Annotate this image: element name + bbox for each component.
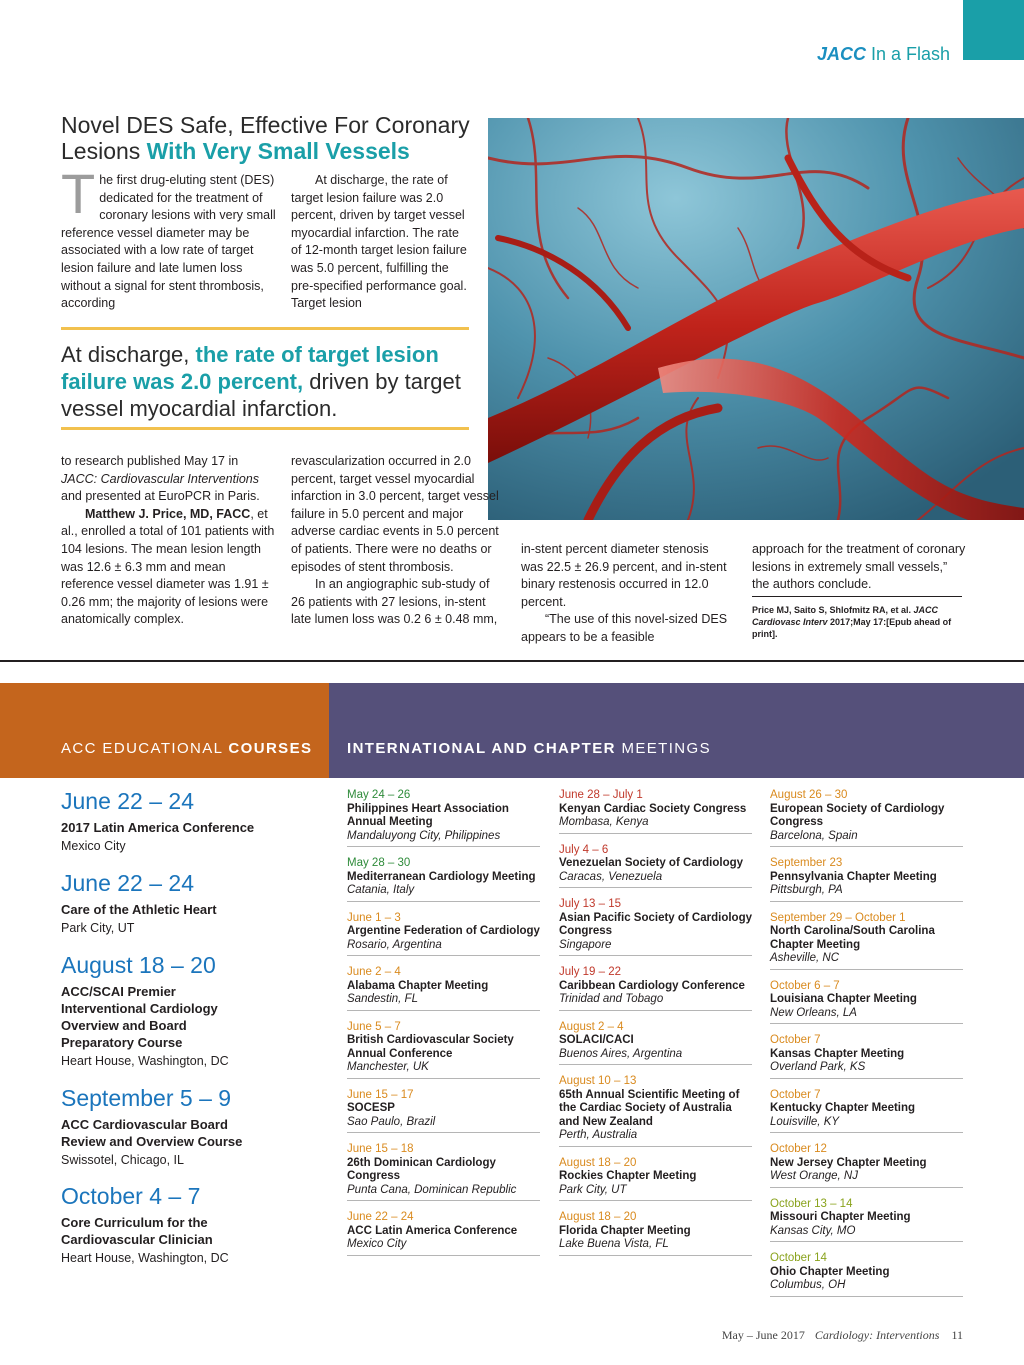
citation-journal: JACC Cardiovasc Interv [752,605,939,627]
meeting-location: Singapore [559,938,612,951]
meeting-date: July 13 – 15 [559,898,622,910]
article-text: and presented at EuroPCR in Paris. [61,489,260,504]
article-headline [61,112,481,164]
course-location: Park City, UT [61,921,135,935]
pull-quote [61,341,481,422]
meeting-date: September 29 – October 1 [770,911,906,924]
meeting-date: August 2 – 4 [559,1020,624,1033]
meeting-title: European Society of Cardiology Congress [770,802,945,828]
course-item [61,869,321,937]
meeting-item [770,1252,963,1297]
meeting-date: August 10 – 13 [559,1075,637,1087]
meeting-item [770,1034,963,1079]
meeting-title: Mediterranean Cardiology Meeting [347,870,536,883]
meeting-item [770,1089,963,1134]
meeting-title: SOCESP [347,1102,395,1114]
courses-heading-light: ACC EDUCATIONAL [61,740,229,757]
meeting-location: Sandestin, FL [347,993,418,1005]
article-text: “The use of this novel-sized DES appears to be a feasible [521,612,728,644]
brand-bold: JACC [816,44,866,64]
article-text: revascularization occurred in 2.0 percent, target vessel myocardial infarction in 3.0 percent, target vessel failure in 5.0 percent and major adverse cardiac events in 5.0 percent of patients. There were no deaths or episodes of stent thrombosis. [291,454,499,574]
meeting-title: Kenyan Cardiac Society Congress [559,802,747,815]
meetings-heading-bold: INTERNATIONAL AND CHAPTER [347,740,616,757]
course-location: Heart House, Washington, DC [61,1251,229,1265]
meeting-date: June 2 – 4 [347,966,401,978]
meeting-date: July 19 – 22 [559,966,622,978]
meeting-date: September 23 [770,857,843,869]
pullquote-highlight: the rate of target lesion failure was 2.0 percent, [61,342,439,394]
article-text: , et al., enrolled a total of 101 patients with 104 lesions. The mean lesion length was 12.6 ± 6.3 mm and mean reference vessel diameter was 1.91 ± 0.26 mm; the majority of lesions were anatomically complex. [61,506,275,627]
meeting-location: Mexico City [347,1238,407,1250]
meeting-location: Buenos Aires, Argentina [559,1047,683,1060]
section-divider [0,660,1024,662]
journal-name: JACC: Cardiovascular Interventions [61,471,259,486]
course-date: June 22 – 24 [61,870,195,896]
meeting-location: Mombasa, Kenya [559,816,649,828]
course-item [61,1084,321,1169]
meeting-location: Lake Buena Vista, FL [559,1238,669,1250]
meeting-title: New Jersey Chapter Meeting [770,1156,927,1169]
meeting-title: Kansas Chapter Meeting [770,1047,905,1060]
meeting-item [559,1021,752,1066]
meeting-item [347,966,540,1011]
meeting-item [770,857,963,902]
meeting-title: SOLACI/CACI [559,1034,634,1046]
pullquote-tail: driven by target vessel myocardial infarction. [61,369,461,421]
citation [752,604,964,640]
article-text: in-stent percent diameter stenosis was 22.5 ± 26.9 percent, and in-stent binary restenosis occurred in 12.0 percent. [521,542,727,609]
meeting-location: Park City, UT [559,1183,627,1196]
meeting-location: New Orleans, LA [770,1006,857,1019]
headline-highlight: With Very Small Vessels [146,138,410,164]
meeting-title: Louisiana Chapter Meeting [770,993,917,1005]
courses-banner [0,683,329,778]
meeting-title: Alabama Chapter Meeting [347,979,489,992]
meeting-title: Missouri Chapter Meeting [770,1211,911,1223]
meeting-item [770,912,963,970]
author-name: Matthew J. Price, MD, FACC [85,506,251,521]
meeting-item [347,1143,540,1201]
citation-text: Price MJ, Saito S, Shlofmitz RA, et al. [752,605,914,615]
meeting-date: October 7 [770,1088,821,1101]
footer-issue: May – June 2017 [721,1328,805,1342]
meeting-title: Pennsylvania Chapter Meeting [770,870,937,883]
meeting-location: Caracas, Venezuela [559,870,663,883]
meeting-item [559,1075,752,1147]
meeting-date: June 5 – 7 [347,1020,401,1033]
meetings-column-1 [347,789,540,1266]
headline-line2 [61,138,481,164]
meeting-title: 26th Dominican Cardiology Congress [347,1156,496,1182]
headline-line1: Novel DES Safe, Effective For Coronary [61,112,470,138]
meeting-date: June 22 – 24 [347,1211,414,1223]
meeting-date: June 15 – 17 [347,1088,414,1101]
meeting-title: Kentucky Chapter Meeting [770,1102,916,1114]
course-location: Mexico City [61,839,126,853]
drop-cap: T [61,162,96,225]
meeting-title: Ohio Chapter Meeting [770,1265,890,1278]
meeting-item [347,1021,540,1079]
meeting-location: Asheville, NC [770,952,840,964]
meeting-location: Pittsburgh, PA [770,884,843,896]
section-label [817,44,950,65]
meeting-date: August 18 – 20 [559,1156,637,1169]
meetings-column-2 [559,789,752,1266]
meeting-date: June 28 – July 1 [559,789,643,801]
meeting-title: Asian Pacific Society of Cardiology Congress [559,911,752,937]
meeting-title: Florida Chapter Meeting [559,1224,691,1237]
article-text: approach for the treatment of coronary lesions in extremely small vessels,” the authors conclude. [752,542,966,592]
meeting-item [770,1198,963,1243]
meeting-item [347,1089,540,1134]
meeting-location: Sao Paulo, Brazil [347,1115,436,1128]
meeting-item [559,966,752,1011]
footer-journal: Cardiology: Interventions [814,1328,940,1342]
article-col3 [521,541,731,647]
course-item [61,1182,321,1267]
page-number: 11 [951,1328,963,1342]
meeting-location: Rosario, Argentina [347,938,442,951]
meeting-location: Perth, Australia [559,1129,638,1141]
blood-vessels-image [488,118,1024,520]
meeting-title: Caribbean Cardiology Conference [559,979,745,992]
vessels-illustration [488,118,1024,520]
meeting-date: August 26 – 30 [770,789,848,801]
meeting-location: Louisville, KY [770,1115,840,1128]
course-item [61,787,321,855]
meeting-title: Venezuelan Society of Cardiology [559,857,744,869]
meeting-title: Rockies Chapter Meeting [559,1170,697,1182]
page-footer [722,1328,963,1343]
meeting-item [559,1211,752,1256]
meetings-heading-light: MEETINGS [615,740,711,757]
meeting-date: May 28 – 30 [347,857,411,869]
courses-heading [61,740,312,757]
course-title: Care of the Athletic Heart [61,902,217,917]
meeting-date: July 4 – 6 [559,843,609,856]
headline-plain: Lesions [61,138,147,164]
meeting-title: Philippines Heart Association Annual Meeting [347,802,509,828]
meeting-title: 65th Annual Scientific Meeting of the Cardiac Society of Australia and New Zealand [559,1088,740,1128]
meeting-date: October 7 [770,1034,821,1046]
meeting-date: October 13 – 14 [770,1197,853,1210]
course-date: September 5 – 9 [61,1085,232,1111]
meeting-item [770,980,963,1025]
meeting-item [347,789,540,847]
article-text: At discharge, the rate of target lesion failure was 2.0 percent, driven by target vessel myocardial infarction. The rate of 12-month target lesion failure was 5.0 percent, fulfilling the pre-specified performance goal. Target lesion [291,173,467,311]
meeting-location: Catania, Italy [347,884,415,896]
brand-rest: In a Flash [865,44,950,64]
course-location: Heart House, Washington, DC [61,1054,229,1068]
meeting-location: Manchester, UK [347,1061,429,1073]
meeting-date: October 14 [770,1252,827,1264]
meeting-title: ACC Latin America Conference [347,1224,518,1237]
course-item [61,951,321,1070]
meeting-item [347,912,540,957]
meeting-item [770,1143,963,1188]
pullquote-rule-bottom [61,427,469,430]
courses-heading-bold: COURSES [228,740,313,757]
course-location: Swissotel, Chicago, IL [61,1153,184,1167]
meeting-location: Trinidad and Tobago [559,993,664,1005]
meeting-location: Kansas City, MO [770,1224,856,1237]
citation-text: 2017;May 17:[Epub ahead of print]. [752,617,952,639]
meeting-location: Mandaluyong City, Philippines [347,829,501,842]
meeting-date: June 1 – 3 [347,911,401,924]
meeting-date: October 12 [770,1143,827,1155]
pullquote-rule-top [61,327,469,330]
meeting-item [559,844,752,889]
article-text: he first drug-eluting stent (DES) dedicated for the treatment of coronary lesions with very small reference vessel diameter may be associated with a low rate of target lesion failure and late lumen loss without a signal for stent thrombosis, according [61,173,276,311]
meeting-item [770,789,963,847]
meetings-column-3 [770,789,963,1307]
article-text: to research published May 17 in [61,454,239,468]
article-col2-bottom [291,453,506,629]
course-title: ACC Cardiovascular Board Review and Overview Course [61,1117,243,1149]
article-col4 [752,541,967,594]
article-col1-top [61,162,276,313]
article-text: In an angiographic sub-study of 26 patients with 27 lesions, in-stent late lumen loss was 0.2 6 ± 0.48 mm, [291,577,498,627]
meeting-title: British Cardiovascular Society Annual Conference [347,1034,514,1060]
meeting-date: June 15 – 18 [347,1143,414,1155]
course-title: 2017 Latin America Conference [61,820,255,835]
meeting-item [559,789,752,834]
course-date: August 18 – 20 [61,952,216,978]
meeting-item [347,1211,540,1256]
course-title: ACC/SCAI Premier Interventional Cardiology Overview and Board Preparatory Course [61,984,218,1050]
course-date: June 22 – 24 [61,788,195,814]
meetings-heading [347,740,711,757]
course-title: Core Curriculum for the Cardiovascular Clinician [61,1215,213,1247]
meeting-date: August 18 – 20 [559,1211,637,1223]
meeting-location: Punta Cana, Dominican Republic [347,1183,517,1196]
article-col2-top [291,172,469,313]
meeting-title: Argentine Federation of Cardiology [347,925,540,937]
meeting-location: Overland Park, KS [770,1061,866,1073]
meeting-date: October 6 – 7 [770,979,840,992]
meeting-date: May 24 – 26 [347,789,411,801]
meeting-location: Columbus, OH [770,1279,846,1291]
article-col1-bottom [61,453,276,629]
meeting-location: West Orange, NJ [770,1170,858,1182]
meeting-item [347,857,540,902]
meeting-title: North Carolina/South Carolina Chapter Meeting [770,925,935,951]
header-tab [963,0,1024,60]
pullquote-lead: At discharge, [61,342,196,367]
meetings-banner [329,683,1024,778]
meeting-location: Barcelona, Spain [770,829,858,842]
meeting-item [559,1157,752,1202]
citation-rule [752,596,962,597]
course-date: October 4 – 7 [61,1183,201,1209]
meeting-item [559,898,752,956]
